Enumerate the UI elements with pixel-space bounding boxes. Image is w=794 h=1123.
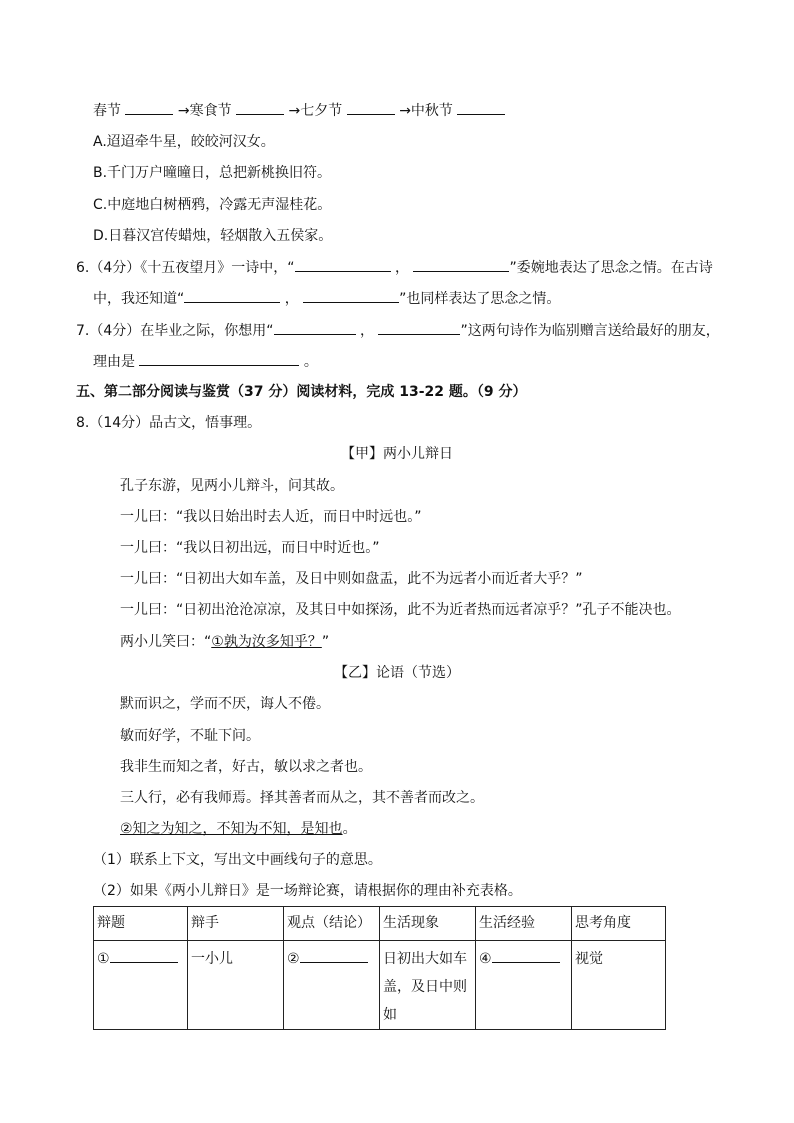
- table-row: [94, 941, 666, 1030]
- circle-number: ②: [287, 951, 300, 967]
- q6-comma: ，: [394, 260, 409, 276]
- q6-line2-suffix: ”也同样表达了思念之情。: [399, 291, 561, 307]
- sub-question-2: （2）如果《两小儿辩日》是一场辩论赛，请根据你的理由补充表格。: [93, 883, 522, 899]
- passage-line: 一儿曰：“日初出大如车盖，及日中则如盘盂，此不为远者小而近者大乎？”: [120, 571, 583, 587]
- underlined-sentence-2: ②知之为知之，不知为不知，是知也: [120, 821, 343, 837]
- passage-line: 敏而好学，不耻下问。: [120, 728, 260, 744]
- passage-line: 一儿曰：“日初出沧沧凉凉，及其日中如探汤，此不为近者热而远者凉乎？”孔子不能决也。: [120, 602, 681, 618]
- cell-topic[interactable]: [94, 941, 188, 1030]
- q7-suffix: ”这两句诗作为临别赠言送给最好的朋友，: [460, 323, 720, 339]
- answer-blank[interactable]: [139, 351, 299, 366]
- passage-line: [120, 819, 357, 839]
- q7-comma: ，: [359, 323, 374, 339]
- answer-blank[interactable]: [457, 100, 505, 115]
- option-c: C.中庭地白树栖鸦，冷露无声湿桂花。: [93, 197, 332, 213]
- q6-prefix: 6.（4分）《十五夜望月》一诗中，“: [76, 260, 295, 276]
- header-cell: 辩手: [188, 907, 284, 941]
- question-7: [76, 320, 720, 341]
- header-cell: 辩题: [94, 907, 188, 941]
- passage-line: 默而识之，学而不厌，诲人不倦。: [120, 696, 330, 712]
- question-8: 8.（14分）品古文，悟事理。: [76, 415, 262, 431]
- header-cell: 生活经验: [476, 907, 572, 941]
- header-cell: 思考角度: [572, 907, 666, 941]
- answer-blank[interactable]: [184, 288, 280, 303]
- passage-yi-title: 【乙】论语（节选）: [334, 665, 460, 681]
- answer-blank[interactable]: [492, 948, 560, 963]
- cell-viewpoint[interactable]: [284, 941, 380, 1030]
- debate-table: [93, 906, 666, 1030]
- q6-comma: ，: [284, 291, 299, 307]
- answer-blank[interactable]: [110, 948, 178, 963]
- festival-midautumn: 中秋节: [410, 103, 453, 119]
- last-line-suffix: ”: [321, 634, 330, 650]
- passage-line: 孔子东游，见两小儿辩斗，问其故。: [120, 478, 344, 494]
- festival-hanshi: 寒食节: [189, 103, 232, 119]
- arrow: →: [399, 103, 411, 119]
- festival-sequence: [93, 100, 505, 121]
- q7-prefix: 7.（4分）在毕业之际，你想用“: [76, 323, 274, 339]
- cell-angle: 视觉: [572, 941, 666, 1030]
- option-b: B.千门万户曈曈日，总把新桃换旧符。: [93, 165, 332, 181]
- cell-phenomenon: 日初出大如车盖，及日中则如: [380, 941, 476, 1030]
- passage-line: 一儿曰：“我以日始出时去人近，而日中时远也。”: [120, 509, 422, 525]
- answer-blank[interactable]: [300, 948, 368, 963]
- passage-line: [120, 632, 329, 652]
- underlined-sentence-1: ①孰为汝多知乎？: [211, 634, 322, 650]
- answer-blank[interactable]: [378, 320, 460, 335]
- section-heading: 五、第二部分阅读与鉴赏（37 分）阅读材料，完成 13-22 题。（9 分）: [76, 384, 527, 400]
- passage-jia-title: 【甲】两小儿辩日: [341, 446, 453, 462]
- sub-question-1: （1）联系上下文，写出文中画线句子的意思。: [93, 852, 382, 868]
- answer-blank[interactable]: [295, 257, 391, 272]
- circle-number: ①: [97, 951, 110, 967]
- header-cell: 生活现象: [380, 907, 476, 941]
- festival-qixi: 七夕节: [300, 103, 343, 119]
- header-cell: 观点（结论）: [284, 907, 380, 941]
- answer-blank[interactable]: [347, 100, 395, 115]
- answer-blank[interactable]: [236, 100, 284, 115]
- question-6: [76, 257, 713, 278]
- arrow: →: [288, 103, 301, 119]
- cell-experience[interactable]: [476, 941, 572, 1030]
- answer-blank[interactable]: [125, 100, 173, 115]
- table-header-row: [94, 907, 666, 941]
- circle-number: ④: [479, 951, 492, 967]
- option-a: A.迢迢牵牛星，皎皎河汉女。: [93, 134, 275, 150]
- answer-blank[interactable]: [303, 288, 399, 303]
- cell-debater: 一小儿: [188, 941, 284, 1030]
- question-7-line2: [93, 351, 318, 372]
- last-line-prefix: 两小儿笑曰：“: [120, 634, 212, 650]
- q7-line2-prefix: 理由是: [93, 354, 135, 370]
- festival-spring: 春节: [93, 103, 121, 119]
- q7-line2-suffix: 。: [303, 354, 318, 370]
- q6-suffix: ”委婉地表达了思念之情。在古诗: [509, 260, 713, 276]
- arrow: →: [177, 103, 190, 119]
- answer-blank[interactable]: [413, 257, 509, 272]
- answer-blank[interactable]: [274, 320, 356, 335]
- q6-line2-prefix: 中，我还知道“: [93, 291, 185, 307]
- passage-line: 三人行，必有我师焉。择其善者而从之，其不善者而改之。: [120, 790, 484, 806]
- passage-line: 一儿曰：“我以日初出远，而日中时近也。”: [120, 540, 380, 556]
- question-6-line2: [93, 288, 560, 309]
- last-line-suffix: 。: [342, 821, 357, 837]
- passage-line: 我非生而知之者，好古，敏以求之者也。: [120, 759, 372, 775]
- option-d: D.日暮汉宫传蜡烛，轻烟散入五侯家。: [93, 228, 333, 244]
